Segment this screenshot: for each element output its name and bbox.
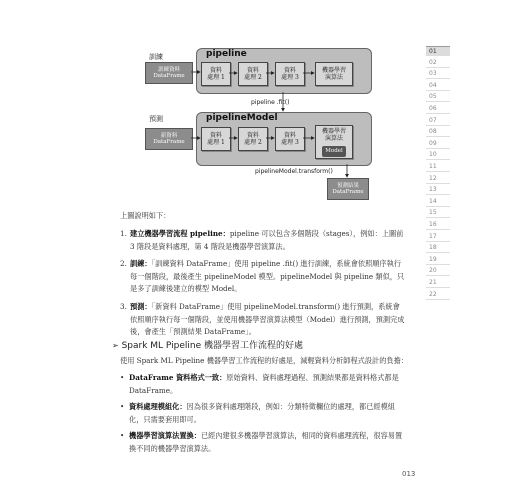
list-item-title: 預測：: [130, 301, 152, 311]
chapter-tab-09[interactable]: 09: [426, 139, 450, 149]
bullet-title: 機器學習演算法置換：: [129, 431, 201, 441]
new-dataframe-box: 新資料 DataFrame: [145, 128, 193, 150]
bullet-title: 資料處理模組化：: [129, 402, 187, 412]
bullet-title: DataFrame 資料格式一致：: [129, 373, 227, 382]
pipeline-stage-2: 資料 處理 2: [238, 62, 268, 86]
chapter-tab-16[interactable]: 16: [426, 220, 450, 230]
list-item-text: [130, 301, 405, 339]
list-item: [120, 258, 405, 296]
model-stage-2: 資料 處理 2: [238, 127, 268, 151]
chapter-tab-18[interactable]: 18: [426, 243, 450, 253]
bullet-text: [129, 401, 405, 426]
list-item-title: 訓練：: [130, 259, 152, 269]
list-item-title: 建立機器學習流程 pipeline：: [130, 229, 230, 238]
model-stage-1: 資料 處理 1: [201, 127, 231, 151]
pipeline-stage-4: 機器學習 演算法: [315, 62, 353, 86]
train-dataframe-box: 訓練資料 DataFrame: [145, 62, 193, 84]
bullet-text: [129, 372, 405, 397]
bullet-item: [120, 372, 405, 397]
chapter-tab-11[interactable]: 11: [426, 162, 450, 172]
bullet-body: 已經內建很多機器學習演算法，相同的資料處理流程，很容易置換不同的機器學習演算法。: [129, 431, 403, 453]
chapter-tab-12[interactable]: 12: [426, 174, 450, 184]
chapter-tab-14[interactable]: 14: [426, 197, 450, 207]
result-dataframe-box: 預測結果 DataFrame: [327, 178, 369, 200]
pipeline-title: pipeline: [206, 49, 247, 59]
bullet-icon: •: [120, 373, 125, 382]
list-item-body: 「訓練資料 DataFrame」使用 pipeline .fit() 進行訓練，系統會依照順序執行每一個階段，最後產生 pipelineModel 模型。pipelineModel 與 pipeline 類似，只是多了訓練後建立的模型 Model。: [130, 259, 405, 294]
list-item-number: 1.: [120, 229, 127, 238]
chapter-tab-21[interactable]: 21: [426, 278, 450, 288]
bullet-item: [120, 430, 405, 455]
list-item-body: 「新資料 DataFrame」使用 pipelineModel.transform() 進行預測，系統會依照順序執行每一個階段，並使用機器學習演算法模型（Model）進行預測，預測完成後，會產生「預測結果 DataFrame」。: [130, 301, 405, 337]
chapter-tab-08[interactable]: 08: [426, 127, 450, 137]
transform-label: pipelineModel.transform(): [255, 168, 333, 175]
predict-label: 預測: [149, 115, 163, 123]
model-box: Model: [322, 146, 346, 157]
chapter-tab-01[interactable]: 01: [426, 46, 450, 56]
bullet-icon: •: [120, 402, 125, 412]
chapter-tab-02[interactable]: 02: [426, 58, 450, 68]
chapter-tab-20[interactable]: 20: [426, 266, 450, 276]
list-item-text: [130, 228, 405, 253]
chapter-tab-05[interactable]: 05: [426, 92, 450, 102]
chapter-tab-19[interactable]: 19: [426, 255, 450, 265]
train-label: 訓練: [149, 53, 163, 61]
chapter-tab-10[interactable]: 10: [426, 150, 450, 160]
list-item-number: 2.: [120, 259, 127, 269]
pipeline-stage-1: 資料 處理 1: [201, 62, 231, 86]
chapter-tab-04[interactable]: 04: [426, 81, 450, 91]
list-item-body: pipeline 可以包含多個階段（stages），例如：上圖前 3 階段是資料處理，第 4 階段是機器學習演算法。: [130, 229, 404, 251]
chapter-tab-13[interactable]: 13: [426, 185, 450, 195]
intro-text: 上圖說明如下：: [120, 211, 171, 220]
model-stage-3: 資料 處理 3: [275, 127, 305, 151]
list-item-number: 3.: [120, 301, 127, 311]
pipeline-stage-3: 資料 處理 3: [275, 62, 305, 86]
chapter-tab-17[interactable]: 17: [426, 232, 450, 242]
model-stage-4-label: 機器學習 演算法: [321, 128, 346, 143]
benefit-intro: 使用 Spark ML Pipeline 機器學習工作流程的好處是，減輕資料分析師程式設計的負擔：: [120, 356, 408, 365]
chapter-tab-03[interactable]: 03: [426, 69, 450, 79]
chapter-tab-06[interactable]: 06: [426, 104, 450, 114]
bullet-text: [129, 430, 405, 455]
chapter-tab-22[interactable]: 22: [426, 290, 450, 300]
numbered-list: [120, 228, 405, 339]
bullet-body: 原始資料、資料處理過程、預測結果都是資料格式都是 DataFrame。: [129, 373, 399, 395]
pipeline-model-title: pipelineModel: [206, 113, 278, 123]
fit-label: pipeline .fit(): [251, 99, 290, 106]
list-item: [120, 228, 405, 253]
section-heading-text: Spark ML Pipeline 機器學習工作流程的好處: [121, 341, 304, 351]
benefit-list: [120, 372, 405, 456]
section-heading: [112, 338, 303, 351]
bullet-item: [120, 401, 405, 426]
list-item: [120, 301, 405, 339]
list-item-text: [130, 258, 405, 296]
heading-arrow-icon: ➢: [112, 341, 119, 350]
chapter-tab-07[interactable]: 07: [426, 116, 450, 126]
bullet-body: 因為很多資料處理階段，例如：分類特徵欄位的處理，都已經模組化，只需要套用即可。: [129, 402, 395, 424]
chapter-tab-15[interactable]: 15: [426, 208, 450, 218]
page-number: 013: [402, 470, 416, 478]
bullet-icon: •: [120, 431, 125, 441]
